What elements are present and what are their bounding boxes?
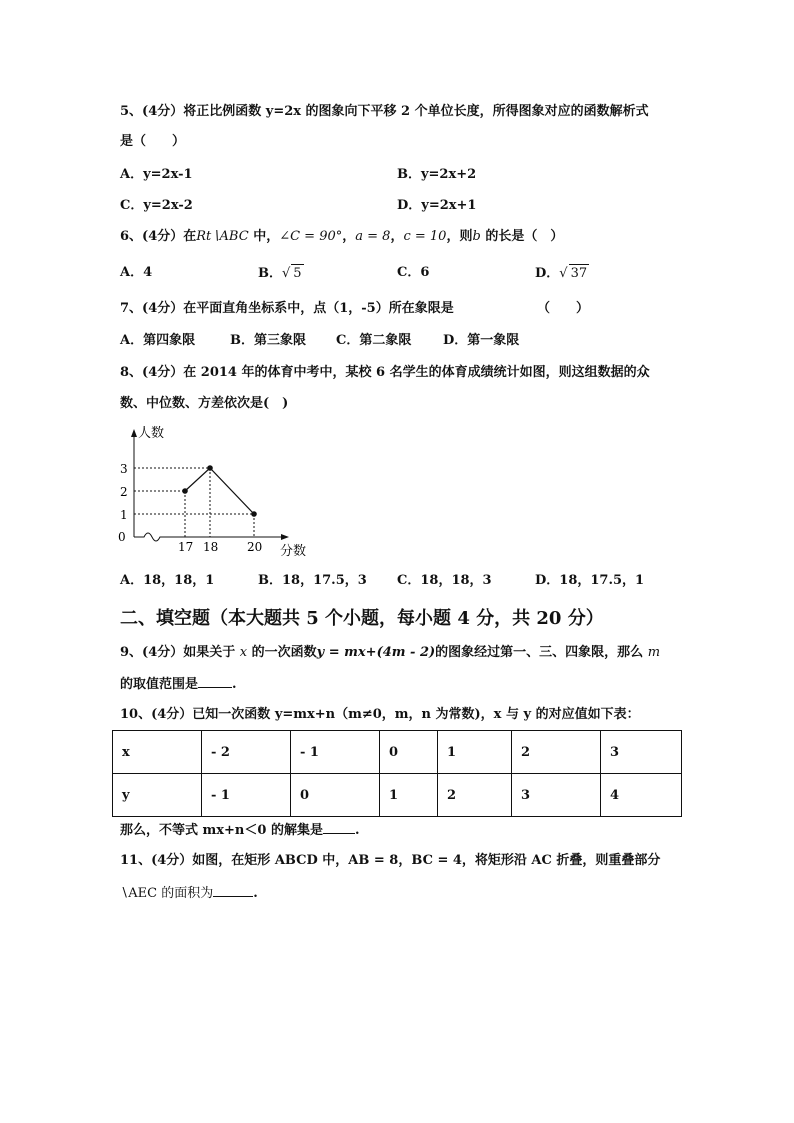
q5-option-b: B．y=2x+2: [397, 167, 477, 182]
q6-b-var: b: [472, 229, 481, 244]
q9-mid: 的一次函数: [251, 645, 317, 660]
x-tick-label: 18: [203, 540, 219, 554]
y-tick-label: 2: [120, 485, 128, 499]
q6-angle: ∠C = 90°: [279, 229, 343, 244]
section-2-heading: 二、填空题（本大题共 5 个小题，每小题 4 分，共 20 分）: [120, 608, 604, 629]
q6-option-b-radicand: 5: [293, 266, 302, 281]
q5-option-c: C．y=2x-2: [120, 198, 193, 213]
q6-option-b-label: B．: [258, 266, 282, 281]
q6-mid2: ，则: [446, 229, 473, 244]
y-tick-label: 3: [120, 462, 128, 476]
y-tick-label: 1: [120, 508, 128, 522]
axis-break-mark: [134, 533, 162, 541]
series-line: [185, 468, 254, 514]
origin-label: 0: [118, 530, 126, 544]
table-cell: 2: [438, 774, 512, 817]
table-cell: - 1: [202, 774, 291, 817]
table-cell: - 2: [202, 731, 291, 774]
q10-line2-text: 那么，不等式 mx+n＜0 的解集是: [120, 823, 323, 838]
table-cell: y: [113, 774, 202, 817]
q6-option-d-label: D．: [535, 266, 560, 281]
q10-end: .: [354, 823, 360, 838]
q9-suffix: 的图象经过第一、三、四象限，那么: [435, 645, 644, 660]
table-cell: 0: [291, 774, 380, 817]
q6-option-b: [258, 264, 304, 283]
q9-m-var: m: [647, 645, 661, 660]
x-axis-arrow: [281, 534, 289, 540]
q7-option-d: D．第一象限: [443, 333, 520, 348]
dashed-guides: [134, 468, 254, 537]
q9-x-var: x: [239, 645, 248, 660]
q9-stem-line2: [120, 676, 237, 694]
q6-option-d: [535, 264, 589, 283]
q5-option-a: A．y=2x-1: [120, 167, 193, 182]
q5-stem-line2: 是（ ）: [120, 134, 186, 149]
table-cell: 3: [512, 774, 601, 817]
q11-end: .: [253, 886, 258, 901]
q6-prefix: 6、(4分）在: [120, 229, 197, 244]
q6-option-d-radicand: 37: [570, 266, 588, 281]
q7-option-a: A．第四象限: [120, 333, 196, 348]
q8-option-c: C．18，18，3: [397, 573, 492, 588]
q11-line2-text: ∖AEC 的面积为: [120, 886, 214, 901]
q10-xy-table: [112, 730, 682, 817]
q11-stem-line2: [120, 885, 258, 903]
table-cell: 3: [601, 731, 682, 774]
data-points: [182, 465, 257, 517]
table-cell: x: [113, 731, 202, 774]
q8-option-a: A．18，18，1: [120, 573, 215, 588]
q8-stem-line1: 8、(4分）在 2014 年的体育中考中，某校 6 名学生的体育成绩统计如图，则这组数据的众: [120, 365, 650, 380]
q9-answer-blank[interactable]: [198, 687, 232, 688]
sqrt-icon: √: [559, 266, 568, 281]
data-point: [182, 488, 188, 494]
data-point: [251, 511, 257, 517]
q6-a-value: a = 8: [355, 229, 391, 244]
table-cell: 4: [601, 774, 682, 817]
q10-followup: [120, 822, 359, 840]
q5-option-d: D．y=2x+1: [397, 198, 477, 213]
q9-line2-text: 的取值范围是: [120, 677, 199, 692]
table-cell: 2: [512, 731, 601, 774]
q7-option-c: C．第二象限: [336, 333, 412, 348]
q11-answer-blank[interactable]: [213, 896, 253, 897]
q10-stem: 10、(4分）已知一次函数 y=mx+n（m≠0，m，n 为常数)，x 与 y 的对应值如下表：: [120, 707, 640, 722]
q5-stem-line1: 5、(4分）将正比例函数 y=2x 的图象向下平移 2 个单位长度，所得图象对应的函数解析式: [120, 104, 649, 119]
q9-prefix: 9、(4分）如果关于: [120, 645, 236, 660]
table-cell: 1: [438, 731, 512, 774]
x-axis-label: 分数: [280, 544, 307, 559]
q6-sep1: ，: [342, 229, 356, 244]
q9-function: y = mx+(4m - 2): [316, 645, 436, 660]
y-axis-arrow: [131, 429, 137, 437]
q6-stem: [120, 228, 563, 246]
table-cell: 1: [380, 774, 438, 817]
sqrt-icon: √: [282, 266, 291, 281]
y-tick-labels: [120, 462, 128, 522]
x-tick-labels: [178, 540, 262, 554]
q8-line-chart: [112, 425, 322, 560]
q6-option-c: C．6: [397, 265, 430, 280]
y-axis-label: 人数: [138, 426, 165, 441]
q6-triangle: Rt∖ABC: [196, 229, 249, 244]
table-row: [113, 731, 682, 774]
q6-option-a: A．4: [120, 265, 153, 280]
q7-option-b: B．第三象限: [230, 333, 306, 348]
q6-suffix: 的长是（ ）: [480, 229, 564, 244]
x-tick-label: 17: [178, 540, 194, 554]
q8-option-b: B．18，17.5，3: [258, 573, 367, 588]
q6-sep2: ，: [390, 229, 404, 244]
q9-end: .: [232, 677, 237, 692]
q9-stem-line1: [120, 644, 660, 662]
q11-stem-line1: 11、(4分）如图，在矩形 ABCD 中，AB = 8，BC = 4，将矩形沿 AC 折叠，则重叠部分: [120, 853, 661, 868]
table-cell: - 1: [291, 731, 380, 774]
q8-option-d: D．18，17.5，1: [535, 573, 645, 588]
q6-mid1: 中，: [248, 229, 280, 244]
q7-answer-paren: （ ）: [537, 301, 590, 316]
table-row: [113, 774, 682, 817]
x-tick-label: 20: [247, 540, 263, 554]
data-point: [207, 465, 213, 471]
q7-stem: 7、(4分）在平面直角坐标系中，点（1，-5）所在象限是: [120, 301, 454, 316]
table-cell: 0: [380, 731, 438, 774]
q8-stem-line2: 数、中位数、方差依次是( ): [120, 396, 289, 411]
q6-c-value: c = 10: [403, 229, 447, 244]
q10-answer-blank[interactable]: [323, 833, 355, 834]
